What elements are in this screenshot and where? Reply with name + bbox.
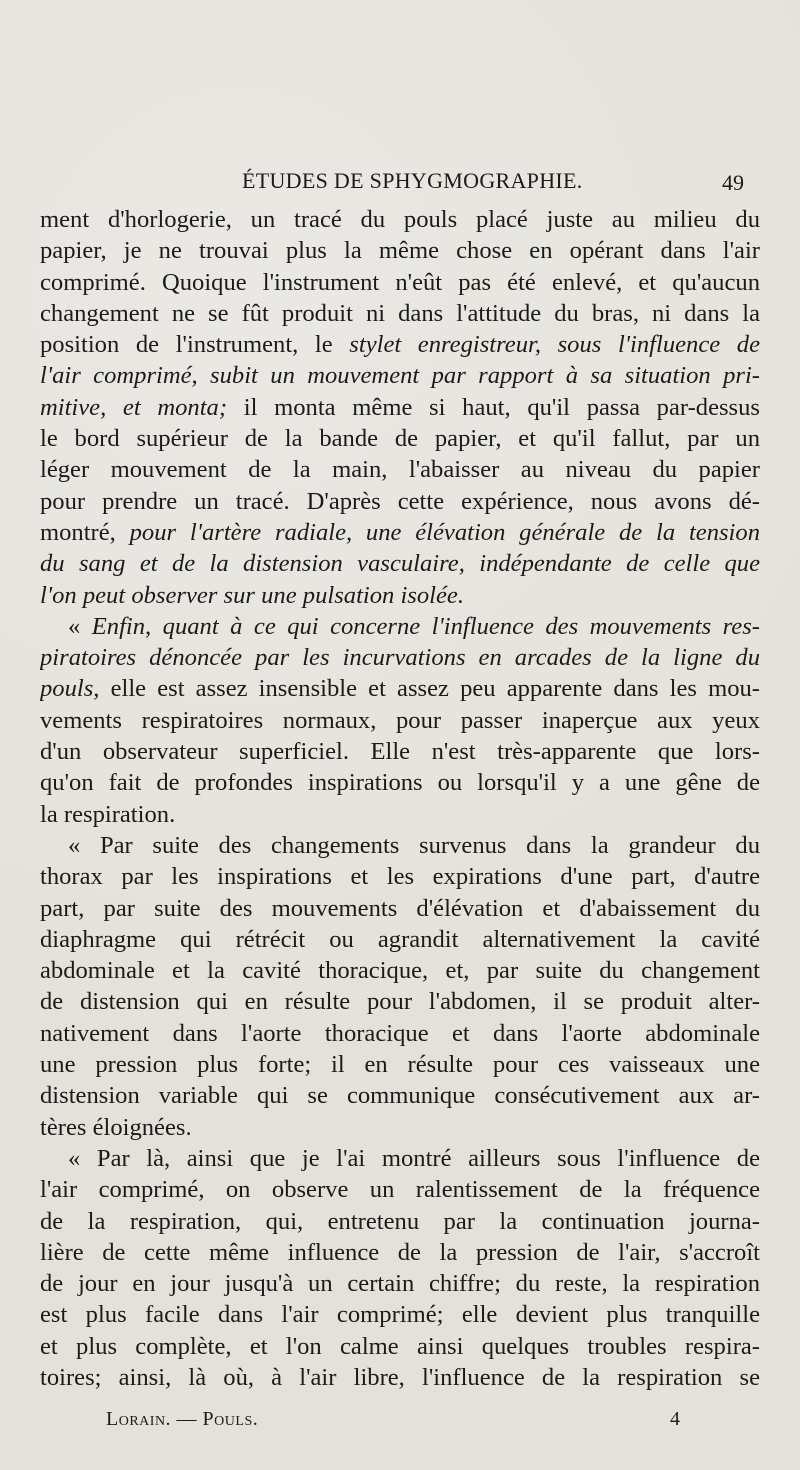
italic-segment: l'on peut observer sur une pulsation isolée. (40, 581, 464, 609)
text-line: le bord supérieur de la bande de papier, et qu'il fallut, par un (40, 425, 760, 453)
italic-segment: mitive, et monta; (40, 393, 228, 421)
text-line: de distension qui en résulte pour l'abdomen, il se produit alter- (40, 988, 760, 1016)
text-line (40, 329, 760, 360)
text-line (40, 517, 760, 548)
text-line: changement ne se fût produit ni dans l'attitude du bras, ni dans la (40, 299, 760, 327)
text-line: qu'on fait de profondes inspirations ou lorsqu'il y a une gêne de (40, 769, 760, 797)
text-segment: montré, (40, 518, 116, 546)
text-line (40, 580, 760, 611)
text-line: la respiration. (40, 800, 176, 828)
text-line: « Par là, ainsi que je l'ai montré ailleurs sous l'influence de (68, 1144, 760, 1172)
text-segment: il monta même si haut, qu'il passa par-dessus (243, 393, 760, 421)
text-line: et plus complète, et l'on calme ainsi quelques troubles respira- (40, 1332, 760, 1360)
italic-segment: pouls, (40, 675, 100, 703)
body-text (40, 204, 760, 1393)
text-line (40, 673, 760, 704)
italic-segment: pour l'artère radiale, une élévation générale de la tension (129, 518, 760, 546)
text-line: est plus facile dans l'air comprimé; elle devient plus tranquille (40, 1301, 760, 1329)
text-line: part, par suite des mouvements d'élévation et d'abaissement du (40, 894, 760, 922)
text-line: l'air comprimé, on observe un ralentissement de la fréquence (40, 1176, 760, 1204)
footer-author: Lorain. — Pouls. (106, 1408, 259, 1430)
page-number: 49 (722, 170, 744, 195)
text-line: de jour en jour jusqu'à un certain chiffre; du reste, la respiration (40, 1270, 760, 1298)
text-segment: position de l'instrument, le (40, 331, 333, 359)
text-line: papier, je ne trouvai plus la même chose en opérant dans l'air (40, 237, 760, 265)
text-line: d'un observateur superficiel. Elle n'est très-apparente que lors- (40, 738, 760, 766)
page-footer (0, 1408, 800, 1438)
text-segment: « (68, 612, 92, 640)
running-header (0, 168, 800, 198)
text-line: léger mouvement de la main, l'abaisser au niveau du papier (40, 456, 760, 484)
text-line (40, 392, 760, 423)
text-line (40, 360, 760, 391)
text-line: lière de cette même influence de la pression de l'air, s'accroît (40, 1238, 760, 1266)
signature-mark: 4 (670, 1408, 680, 1430)
italic-segment: stylet enregistreur, sous l'influence de (349, 331, 760, 359)
text-line: « Par suite des changements survenus dans la grandeur du (68, 831, 760, 859)
text-line: distension variable qui se communique consécutivement aux ar- (40, 1082, 760, 1110)
italic-segment: Enfin, quant à ce qui concerne l'influence des mouvements res- (91, 612, 760, 640)
text-line: pour prendre un tracé. D'après cette expérience, nous avons dé- (40, 487, 760, 515)
text-line: ment d'horlogerie, un tracé du pouls placé juste au milieu du (40, 206, 760, 233)
italic-segment: l'air comprimé, subit un mouvement par rapport à sa situation pri- (40, 362, 760, 390)
text-line: toires; ainsi, là où, à l'air libre, l'influence de la respiration se (40, 1363, 760, 1391)
text-line: tères éloignées. (40, 1113, 192, 1141)
text-segment: elle est assez insensible et assez peu apparente dans les mou- (99, 675, 760, 703)
text-line (40, 548, 760, 579)
italic-segment: piratoires dénoncée par les incurvations en arcades de la ligne du (40, 644, 760, 672)
text-line: vements respiratoires normaux, pour passer inaperçue aux yeux (40, 706, 760, 734)
text-line: nativement dans l'aorte thoracique et dans l'aorte abdominale (40, 1019, 760, 1047)
text-line: abdominale et la cavité thoracique, et, par suite du changement (40, 957, 760, 985)
text-line (40, 642, 760, 673)
text-line: thorax par les inspirations et les expirations d'une part, d'autre (40, 863, 760, 891)
running-title: ÉTUDES DE SPHYGMOGRAPHIE. (242, 168, 583, 193)
text-line: une pression plus forte; il en résulte pour ces vaisseaux une (40, 1051, 760, 1079)
text-line (40, 611, 760, 642)
italic-segment: du sang et de la distension vasculaire, indépendante de celle que (40, 550, 760, 578)
text-line: de la respiration, qui, entretenu par la continuation journa- (40, 1207, 760, 1235)
text-line: comprimé. Quoique l'instrument n'eût pas été enlevé, et qu'aucun (40, 268, 760, 296)
text-line: diaphragme qui rétrécit ou agrandit alternativement la cavité (40, 925, 760, 953)
